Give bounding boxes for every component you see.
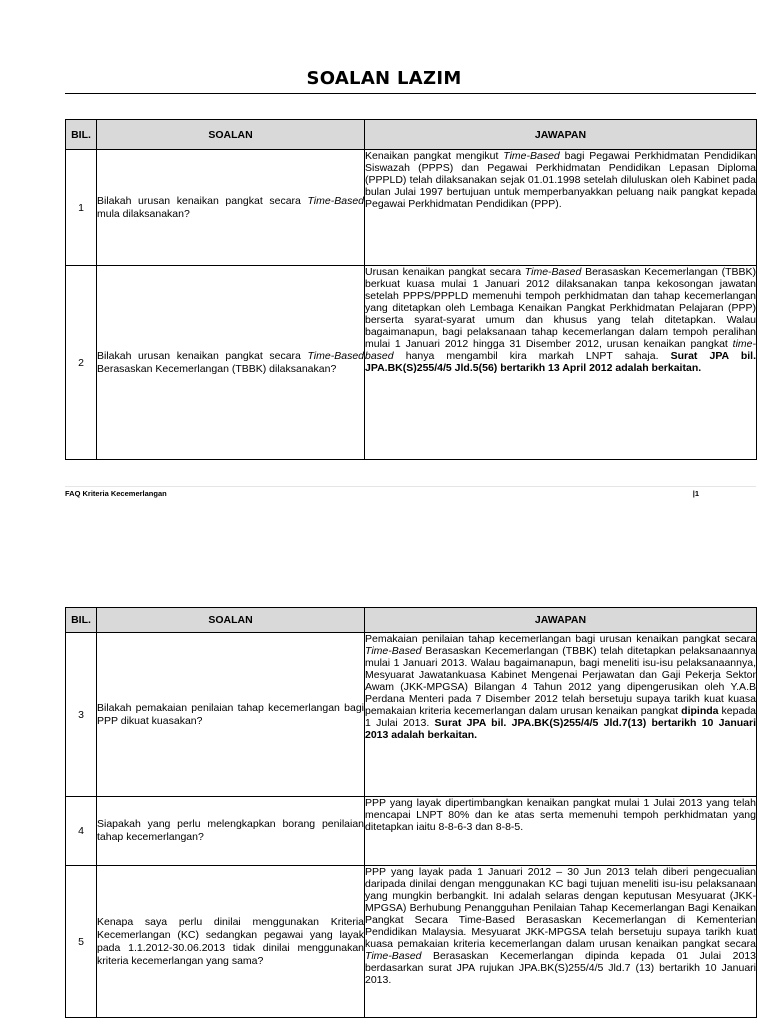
table-header-row bbox=[66, 608, 757, 633]
row-number: 1 bbox=[66, 150, 97, 266]
row-number: 3 bbox=[66, 633, 97, 797]
header-bil: BIL. bbox=[66, 608, 97, 633]
table-row bbox=[66, 866, 757, 1018]
answer-cell bbox=[365, 866, 757, 1018]
text-segment: Surat JPA bil. JPA.BK(S)255/4/5 Jld.7(13) bertarikh 10 Januari 2013 adalah berkaitan. bbox=[365, 717, 756, 741]
row-number: 5 bbox=[66, 866, 97, 1018]
row-number: 2 bbox=[66, 266, 97, 460]
header-jawapan: JAWAPAN bbox=[365, 608, 757, 633]
text-segment: Bilakah urusan kenaikan pangkat secara bbox=[97, 194, 308, 207]
page-title: SOALAN LAZIM bbox=[306, 68, 462, 89]
text-segment: Time-Based bbox=[503, 150, 560, 162]
text-segment: Time-Based bbox=[365, 950, 422, 962]
answer-cell bbox=[365, 266, 757, 460]
table-row bbox=[66, 797, 757, 866]
text-segment: Berasaskan Kecemerlangan (TBBK) berkuat kuasa mulai 1 Januari 2012 dilaksanakan tanpa kekosongan jawatan setelah PPPS/PPPLD memenuhi tempoh perkhidmatan dan tahap kecemerlangan yang ditetapkan oleh Lembaga Kenaikan Pangkat Perkhidmatan Pelajaran (PPP) berserta syarat-syarat umum dan khusus yang telah ditetapkan. Walau bagaimanapun, bagi pelaksanaan tahap kecemerlangan dalam tempoh peralihan mulai 1 Januari 2012 hingga 31 Disember 2012, urusan kenaikan pangkat bbox=[365, 266, 756, 350]
text-segment: bagi Pegawai Perkhidmatan Pendidikan Siswazah (PPPS) dan Pegawai Perkhidmatan Pendidikan Lepasan Diploma (PPPLD) telah dilaksanakan sejak 01.01.1998 setelah diluluskan oleh Kabinet pada bulan Julai 1997 bertujuan untuk memperbanyakkan peluang naik pangkat kepada Pegawai Perkhidmatan Pendidikan (PPP). bbox=[365, 150, 756, 210]
text-segment: Pemakaian penilaian tahap kecemerlangan bagi urusan kenaikan pangkat secara bbox=[365, 633, 756, 645]
answer-cell bbox=[365, 797, 757, 866]
faq-table-page-1 bbox=[65, 119, 757, 460]
table-row bbox=[66, 150, 757, 266]
header-soalan: SOALAN bbox=[97, 120, 365, 150]
text-segment: Time-Based bbox=[365, 645, 422, 657]
text-segment: Surat JPA bil. JPA.BK(S)255/4/5 Jld.5(56) bertarikh 13 April 2012 adalah berkaitan. bbox=[365, 350, 756, 374]
table-row bbox=[66, 633, 757, 797]
header-bil: BIL. bbox=[66, 120, 97, 150]
faq-table-page-2 bbox=[65, 607, 757, 1018]
table-header-row bbox=[66, 120, 757, 150]
text-segment: Berasaskan Kecemerlangan (TBBK) telah ditetapkan pelaksanaannya mulai 1 Januari 2013. Walau bagaimanapun, bagi meneliti isu-isu pelaksanaannya, Mesyuarat Jawatankuasa Kabinet Mengenai Perjawatan dan Gaji Pekerja Sektor Awam (JKK-MPGSA) Bilangan 4 Tahun 2012 yang dipengerusikan oleh Y.A.B Perdana Menteri pada 7 Disember 2012 telah bersetuju supaya tarikh kuat kuasa pemakaian kriteria kecemerlangan dalam urusan kenaikan pangkat bbox=[365, 645, 756, 717]
header-soalan: SOALAN bbox=[97, 608, 365, 633]
text-segment: PPP yang layak dipertimbangkan kenaikan pangkat mulai 1 Julai 2013 yang telah mencapai LNPT 80% dan ke atas serta memenuhi tempoh perkhidmatan yang ditetapkan iaitu 8-8-6-3 dan 8-8-5. bbox=[365, 797, 756, 833]
text-segment: Bilakah pemakaian penilaian tahap kecemerlangan bagi PPP dikuat kuasakan? bbox=[97, 701, 364, 727]
question-cell bbox=[97, 633, 365, 797]
text-segment: Time-Based bbox=[307, 349, 364, 362]
footer-page-number: |1 bbox=[692, 489, 699, 498]
answer-cell bbox=[365, 633, 757, 797]
table-row bbox=[66, 266, 757, 460]
question-cell bbox=[97, 797, 365, 866]
question-cell bbox=[97, 866, 365, 1018]
row-number: 4 bbox=[66, 797, 97, 866]
text-segment: Kenapa saya perlu dinilai menggunakan Kriteria Kecemerlangan (KC) sedangkan pegawai yang layak pada 1.1.2012-30.06.2013 tidak dinilai menggunakan kriteria kecemerlangan yang sama? bbox=[97, 915, 364, 967]
text-segment: Time-Based bbox=[307, 194, 364, 207]
answer-cell bbox=[365, 150, 757, 266]
text-segment: Kenaikan pangkat mengikut bbox=[365, 150, 504, 162]
text-segment: time-based bbox=[365, 338, 756, 362]
question-cell bbox=[97, 266, 365, 460]
text-segment: Berasaskan Kecemerlangan dipinda kepada 01 Julai 2013 berdasarkan surat JPA rujukan JPA.BK(S)255/4/5 Jld.7 (13) bertarikh 10 Januari 2013. bbox=[365, 950, 756, 986]
text-segment: mula dilaksanakan? bbox=[97, 207, 190, 220]
footer-doc-title: FAQ Kriteria Kecemerlangan bbox=[65, 489, 167, 498]
text-segment: Time-Based bbox=[524, 266, 582, 278]
text-segment: PPP yang layak pada 1 Januari 2012 – 30 Jun 2013 telah diberi pengecualian daripada dinilai dengan menggunakan KC bagi tujuan meneliti isu-isu pelaksanaan yang mungkin berbangkit. Ini adalah selaras dengan keputusan Mesyuarat (JKK-MPGSA) Berhubung Penangguhan Penilaian Tahap Kecemerlangan Bagi Kenaikan Pangkat Secara Time-Based Berasaskan Kecemerlangan di Kementerian Pendidikan Malaysia. Mesyuarat JKK-MPGSA telah bersetuju supaya tarikh kuat kuasa pemakaian kriteria kecemerlangan dalam urusan kenaikan pangkat secara bbox=[365, 866, 756, 950]
text-segment: hanya mengambil kira markah LNPT sahaja. bbox=[393, 350, 671, 362]
text-segment: Urusan kenaikan pangkat secara bbox=[365, 266, 525, 278]
question-cell bbox=[97, 150, 365, 266]
text-segment: dipinda bbox=[681, 705, 719, 717]
title-divider bbox=[65, 93, 756, 94]
text-segment: Siapakah yang perlu melengkapkan borang penilaian tahap kecemerlangan? bbox=[97, 818, 364, 843]
text-segment: kepada 1 Julai 2013. bbox=[365, 705, 757, 729]
page-footer bbox=[65, 486, 756, 503]
header-jawapan: JAWAPAN bbox=[365, 120, 757, 150]
text-segment: Berasaskan Kecemerlangan (TBBK) dilaksanakan? bbox=[97, 362, 337, 375]
text-segment: Bilakah urusan kenaikan pangkat secara bbox=[97, 349, 308, 362]
